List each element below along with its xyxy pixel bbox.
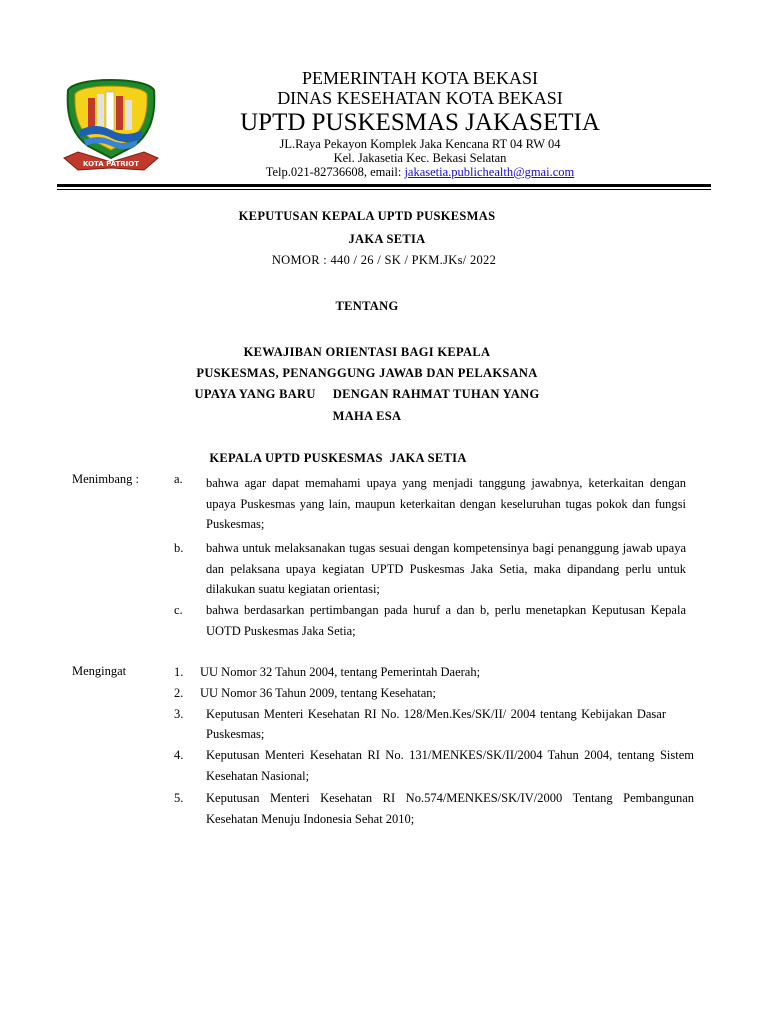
letterhead-address-street: JL.Raya Pekayon Komplek Jaka Kencana RT 04 RW 04: [279, 137, 561, 151]
decree-subject-line: KEWAJIBAN ORIENTASI BAGI KEPALA: [243, 345, 491, 359]
mengingat-item: Keputusan Menteri Kesehatan RI No. 131/MENKES/SK/II/2004 Tahun 2004, tentang Sistem Kesehatan Nasional;: [206, 748, 694, 783]
decree-heading: KEPUTUSAN KEPALA UPTD PUSKESMAS: [238, 209, 496, 223]
mengingat-marker: 3.: [174, 707, 184, 721]
decree-authority: KEPALA UPTD PUSKESMAS JAKA SETIA: [209, 451, 467, 465]
menimbang-item: bahwa berdasarkan pertimbangan pada huruf a dan b, perlu menetapkan Keputusan Kepala UOTD Puskesmas Jaka Setia;: [206, 603, 686, 638]
mengingat-marker: 4.: [174, 748, 184, 762]
contact-phone: Telp.021-82736608, email:: [265, 165, 405, 179]
decree-number: NOMOR : 440 / 26 / SK / PKM.JKs/ 2022: [271, 253, 497, 267]
logo-label: KOTA PATRIOT: [82, 160, 140, 168]
menimbang-marker: b.: [174, 541, 184, 555]
mengingat-item: UU Nomor 32 Tahun 2004, tentang Pemerintah Daerah;: [200, 665, 481, 679]
mengingat-item: Keputusan Menteri Kesehatan RI No.574/MENKES/SK/IV/2000 Tentang Pembangunan Kesehatan Menuju Indonesia Sehat 2010;: [206, 791, 694, 826]
letterhead-agency: DINAS KESEHATAN KOTA BEKASI: [277, 88, 563, 108]
mengingat-item: UU Nomor 36 Tahun 2009, tentang Kesehatan;: [200, 686, 436, 700]
menimbang-label: Menimbang :: [72, 472, 140, 486]
letterhead-government: PEMERINTAH KOTA BEKASI: [301, 68, 539, 88]
letterhead-contact: [160, 165, 680, 180]
mengingat-marker: 1.: [174, 665, 184, 679]
menimbang-item: bahwa agar dapat memahami upaya yang menjadi tanggung jawabnya, keterkaitan dengan upaya Puskesmas yang lain, maupun keterkaitan dengan keseluruhan tugas pokok dan fungsi Puskesmas;: [206, 476, 686, 531]
decree-subject-line: UPAYA YANG BARU DENGAN RAHMAT TUHAN YANG: [194, 387, 540, 401]
letterhead-divider-thin: [57, 189, 711, 190]
letterhead-address-district: Kel. Jakasetia Kec. Bekasi Selatan: [333, 151, 507, 165]
letterhead-title: UPTD PUSKESMAS JAKASETIA: [240, 109, 600, 136]
mengingat-item: Keputusan Menteri Kesehatan RI No. 128/Men.Kes/SK/II/ 2004 tentang Kebijakan Dasar Puskesmas;: [206, 707, 666, 741]
decree-heading-name: JAKA SETIA: [348, 232, 426, 246]
decree-tentang: TENTANG: [335, 299, 399, 313]
menimbang-item: bahwa untuk melaksanakan tugas sesuai dengan kompetensinya bagi penanggung jawab upaya dan pelaksana upaya kegiatan UPTD Puskesmas Jaka Setia, maka dipandang perlu untuk dilakukan suatu kegiatan orientasi;: [206, 541, 686, 596]
email-link[interactable]: jakasetia.publichealth@gmai.com: [404, 165, 575, 179]
mengingat-marker: 2.: [174, 686, 184, 700]
menimbang-marker: c.: [174, 603, 183, 617]
letterhead-divider-thick: [57, 184, 711, 187]
mengingat-marker: 5.: [174, 791, 184, 805]
decree-subject-line: PUSKESMAS, PENANGGUNG JAWAB DAN PELAKSANA: [196, 366, 538, 380]
city-emblem-logo: [58, 76, 164, 176]
decree-subject-line: MAHA ESA: [332, 409, 402, 423]
mengingat-label: Mengingat: [72, 664, 127, 678]
menimbang-marker: a.: [174, 472, 183, 486]
